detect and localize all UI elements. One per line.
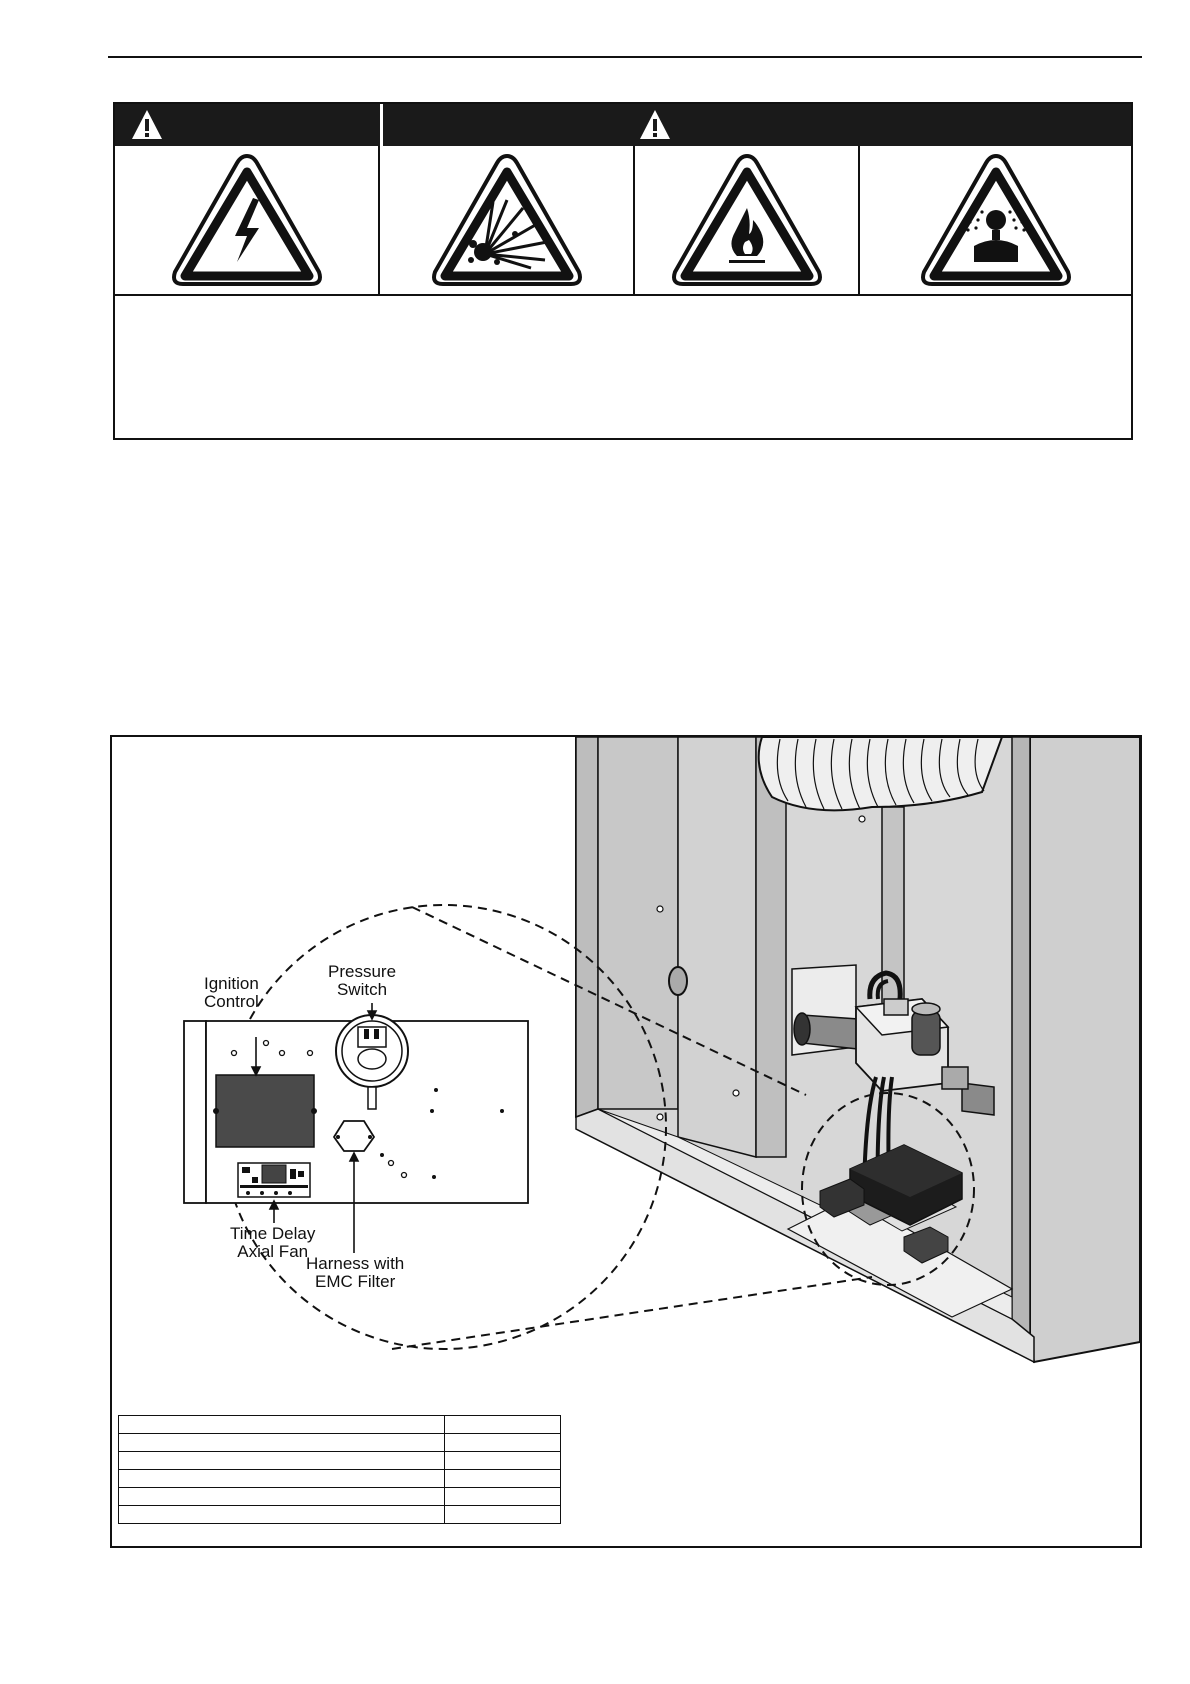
- header-separator: [380, 104, 383, 146]
- table-cell: [445, 1506, 561, 1524]
- callout-line: Axial Fan: [237, 1242, 309, 1261]
- table-cell: [445, 1488, 561, 1506]
- callout-line: Time Delay: [230, 1224, 316, 1243]
- callout-line: Switch: [336, 980, 388, 999]
- callout-line: Pressure: [328, 962, 397, 981]
- table-cell: [119, 1470, 445, 1488]
- table-cell: [119, 1488, 445, 1506]
- time-delay-axial-fan-label: [230, 1225, 315, 1261]
- hazard-cell: [860, 146, 1131, 294]
- table-cell: [119, 1416, 445, 1434]
- electric-shock-icon: [167, 150, 327, 292]
- hazard-cell: [635, 146, 860, 294]
- warning-header: [115, 104, 1131, 146]
- table-row: [119, 1506, 561, 1524]
- table-cell: [119, 1434, 445, 1452]
- warning-panel: [113, 102, 1133, 440]
- table-row: [119, 1416, 561, 1434]
- exclamation-icon: [130, 108, 164, 142]
- toxic-gas-icon: [916, 150, 1076, 292]
- header-rule: [108, 56, 1142, 58]
- callout-line: Harness with: [306, 1254, 405, 1273]
- table-cell: [445, 1434, 561, 1452]
- pressure-switch-label: [328, 963, 396, 999]
- callout-line: EMC Filter: [314, 1272, 396, 1291]
- ignition-control-label: [204, 975, 259, 1011]
- hazard-cell: [380, 146, 635, 294]
- table-row: [119, 1488, 561, 1506]
- table-row: [119, 1434, 561, 1452]
- table-cell: [445, 1416, 561, 1434]
- parts-table: [118, 1415, 561, 1524]
- component-figure: [110, 735, 1142, 1548]
- table-cell: [119, 1452, 445, 1470]
- exclamation-icon: [638, 108, 672, 142]
- explosion-icon: [427, 150, 587, 292]
- table-cell: [445, 1452, 561, 1470]
- table-cell: [445, 1470, 561, 1488]
- fire-icon: [667, 150, 827, 292]
- table-cell: [119, 1506, 445, 1524]
- hazard-icon-row: [115, 146, 1131, 296]
- hazard-cell: [115, 146, 380, 294]
- callout-line: Control: [204, 992, 259, 1011]
- table-row: [119, 1470, 561, 1488]
- harness-emc-filter-label: [306, 1255, 404, 1291]
- callout-line: Ignition: [204, 974, 259, 993]
- table-row: [119, 1452, 561, 1470]
